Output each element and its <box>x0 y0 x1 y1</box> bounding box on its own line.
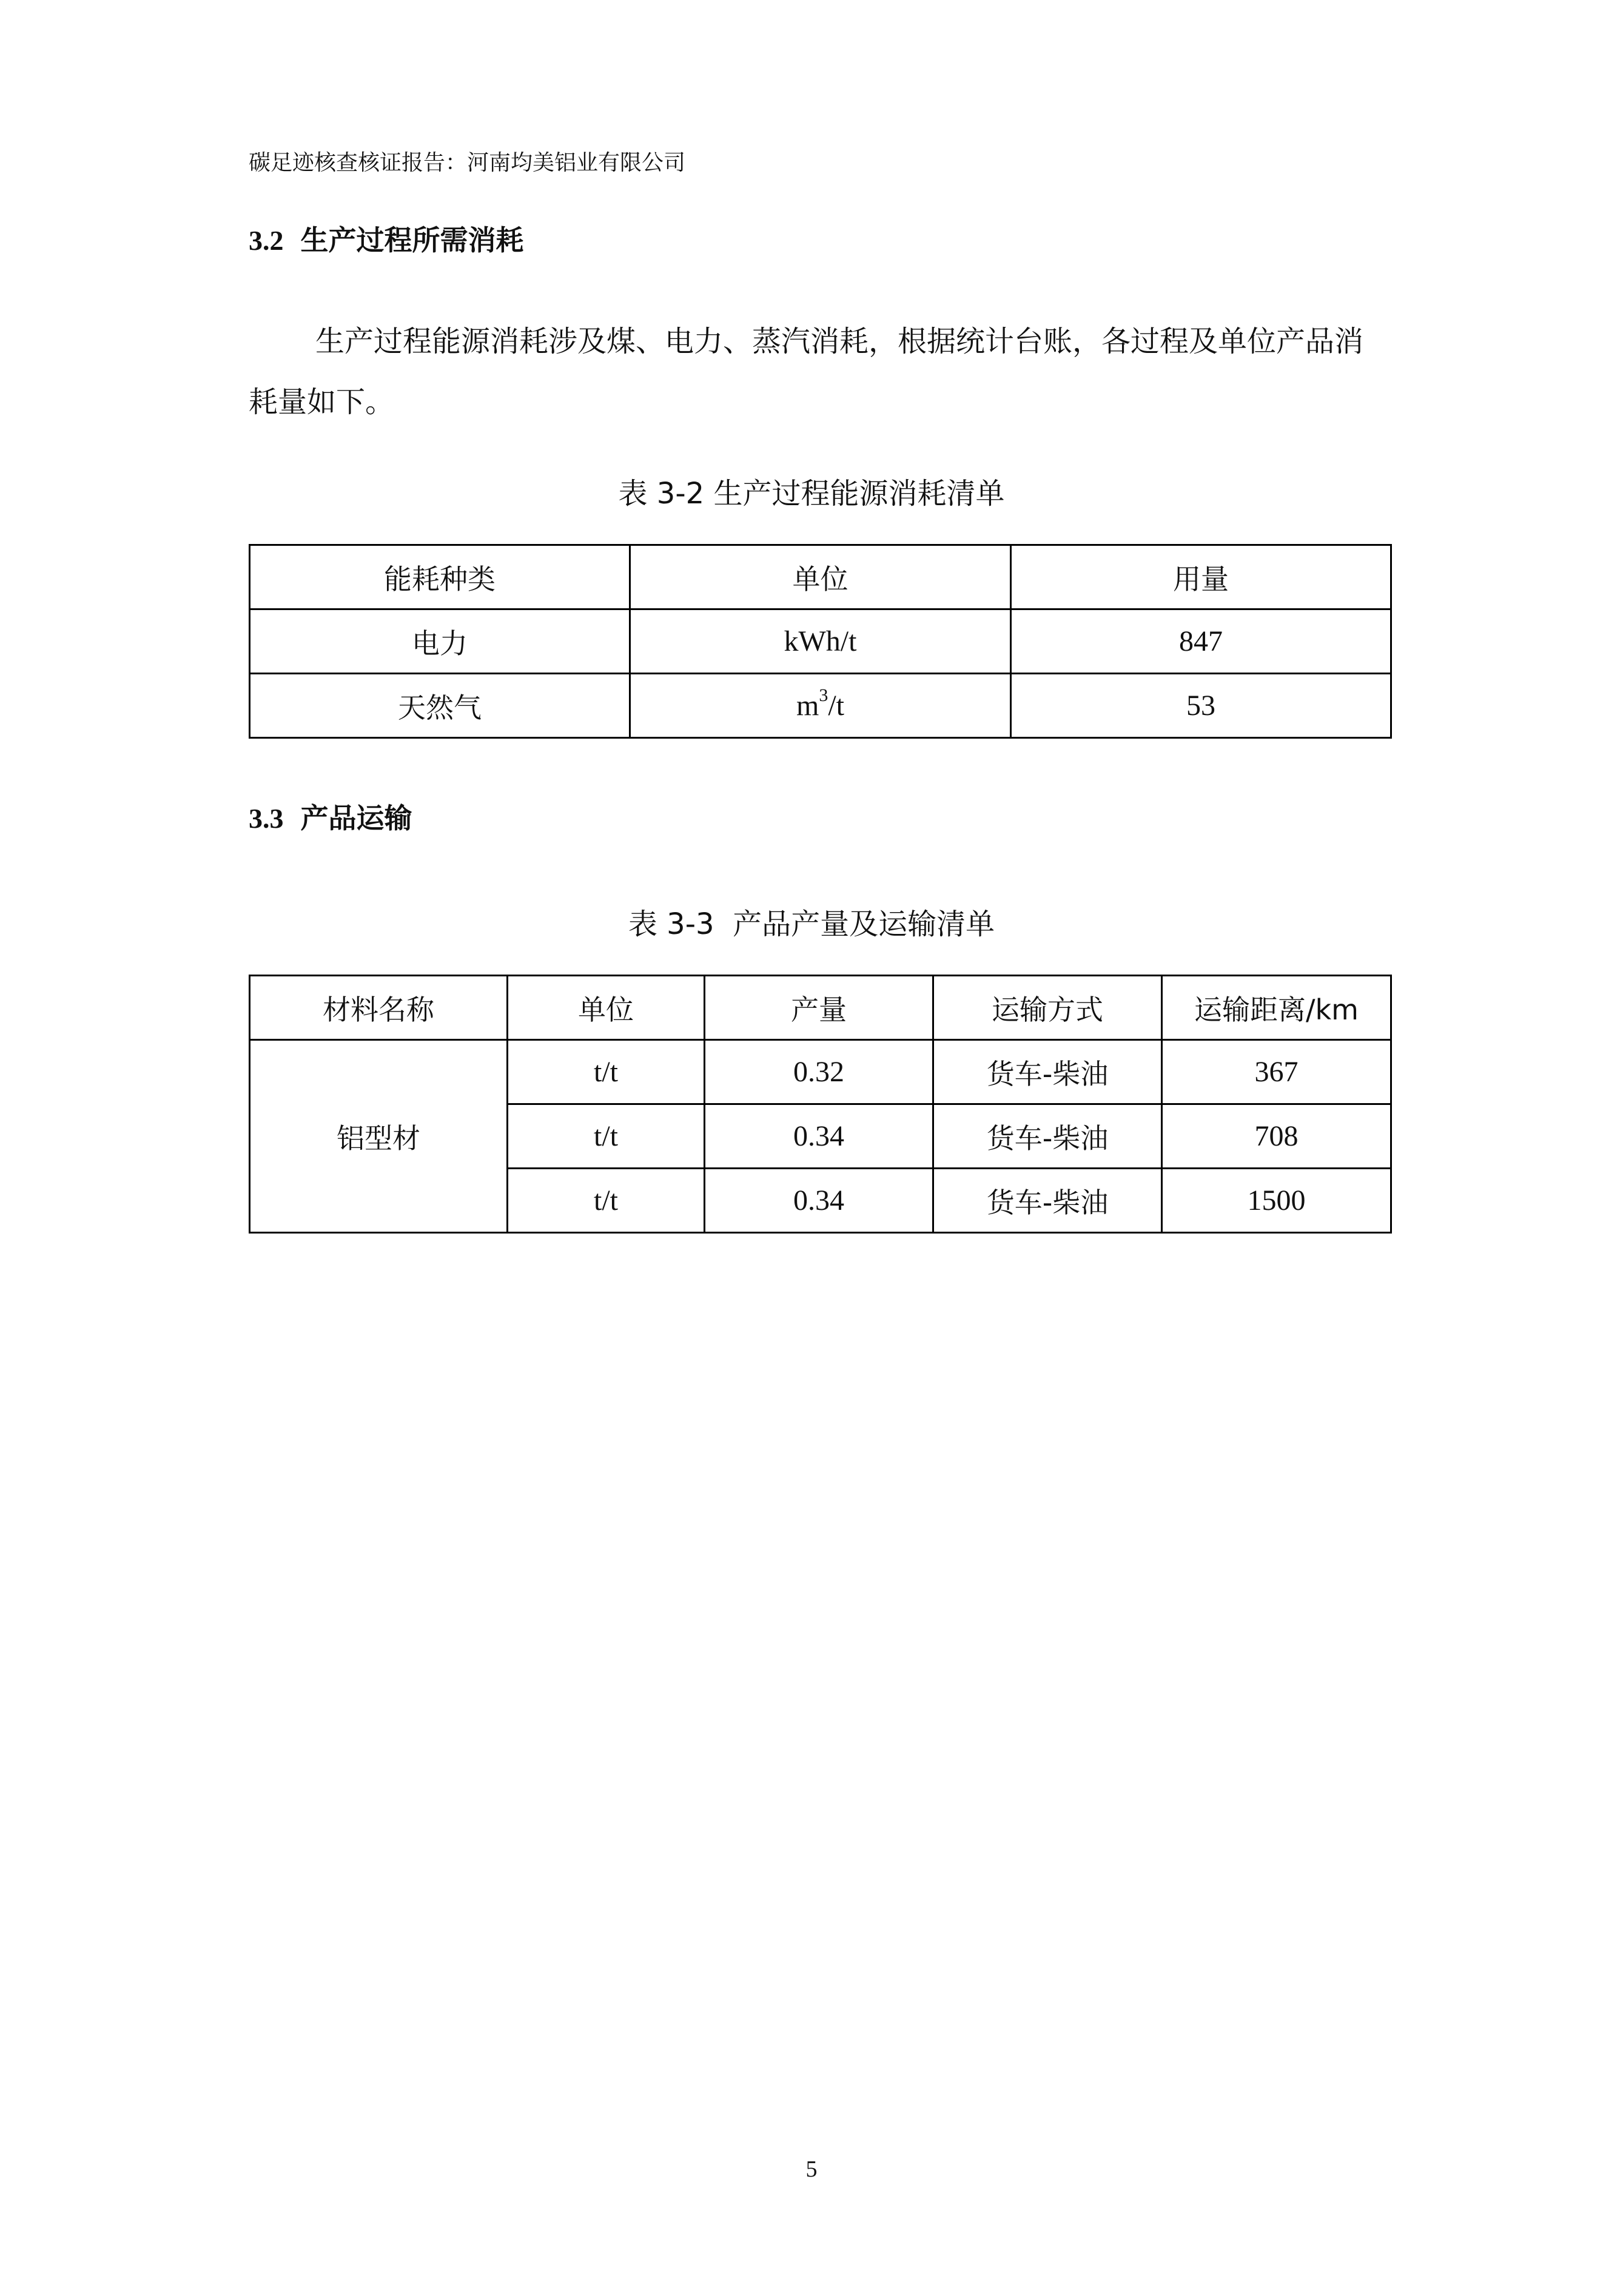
unit-cell: kWh/t <box>630 609 1011 674</box>
transport-table <box>249 975 1392 1234</box>
transport-mode-cell: 货车-柴油 <box>933 1104 1162 1169</box>
section-heading-3-2 <box>249 218 524 258</box>
distance-cell: 708 <box>1162 1104 1391 1169</box>
transport-mode-cell: 货车-柴油 <box>933 1169 1162 1233</box>
distance-cell: 1500 <box>1162 1169 1391 1233</box>
running-header: 碳足迹核查核证报告：河南均美铝业有限公司 <box>249 150 686 175</box>
transport-mode-cell: 货车-柴油 <box>933 1040 1162 1104</box>
table-header-row <box>250 976 1391 1040</box>
table-row <box>250 609 1391 674</box>
section-heading-3-3 <box>249 796 412 836</box>
section-title: 生产过程所需消耗 <box>300 224 524 257</box>
column-header: 用量 <box>1011 545 1391 609</box>
unit-cell <box>630 674 1011 738</box>
column-header: 单位 <box>508 976 705 1040</box>
energy-type-cell: 电力 <box>250 609 630 674</box>
section-number: 3.3 <box>249 803 284 834</box>
body-paragraph: 生产过程能源消耗涉及煤、电力、蒸汽消耗，根据统计台账，各过程及单位产品消耗量如下。 <box>249 324 1364 419</box>
table-row <box>250 674 1391 738</box>
output-cell: 0.34 <box>705 1169 933 1233</box>
unit-rest: /t <box>828 690 844 722</box>
amount-cell: 847 <box>1011 609 1391 674</box>
material-name-cell: 铝型材 <box>250 1040 508 1233</box>
distance-cell: 367 <box>1162 1040 1391 1104</box>
energy-consumption-table <box>249 544 1392 739</box>
unit-cell: t/t <box>508 1169 705 1233</box>
table-header-row <box>250 545 1391 609</box>
energy-type-cell: 天然气 <box>250 674 630 738</box>
output-cell: 0.34 <box>705 1104 933 1169</box>
unit-superscript: 3 <box>819 685 828 705</box>
unit-cell: t/t <box>508 1040 705 1104</box>
column-header: 运输方式 <box>933 976 1162 1040</box>
output-cell: 0.32 <box>705 1040 933 1104</box>
column-header: 单位 <box>630 545 1011 609</box>
column-header: 材料名称 <box>250 976 508 1040</box>
unit-base: m <box>796 690 819 722</box>
section-title: 产品运输 <box>300 802 412 834</box>
table-caption-3-2: 表 3-2 生产过程能源消耗清单 <box>618 477 1005 511</box>
section-number: 3.2 <box>249 225 284 256</box>
table-row <box>250 1040 1391 1104</box>
page-number: 5 <box>805 2157 818 2182</box>
amount-cell: 53 <box>1011 674 1391 738</box>
column-header: 能耗种类 <box>250 545 630 609</box>
unit-cell: t/t <box>508 1104 705 1169</box>
column-header: 产量 <box>705 976 933 1040</box>
column-header: 运输距离/km <box>1162 976 1391 1040</box>
table-caption-3-3: 表 3-3 产品产量及运输清单 <box>628 907 995 941</box>
